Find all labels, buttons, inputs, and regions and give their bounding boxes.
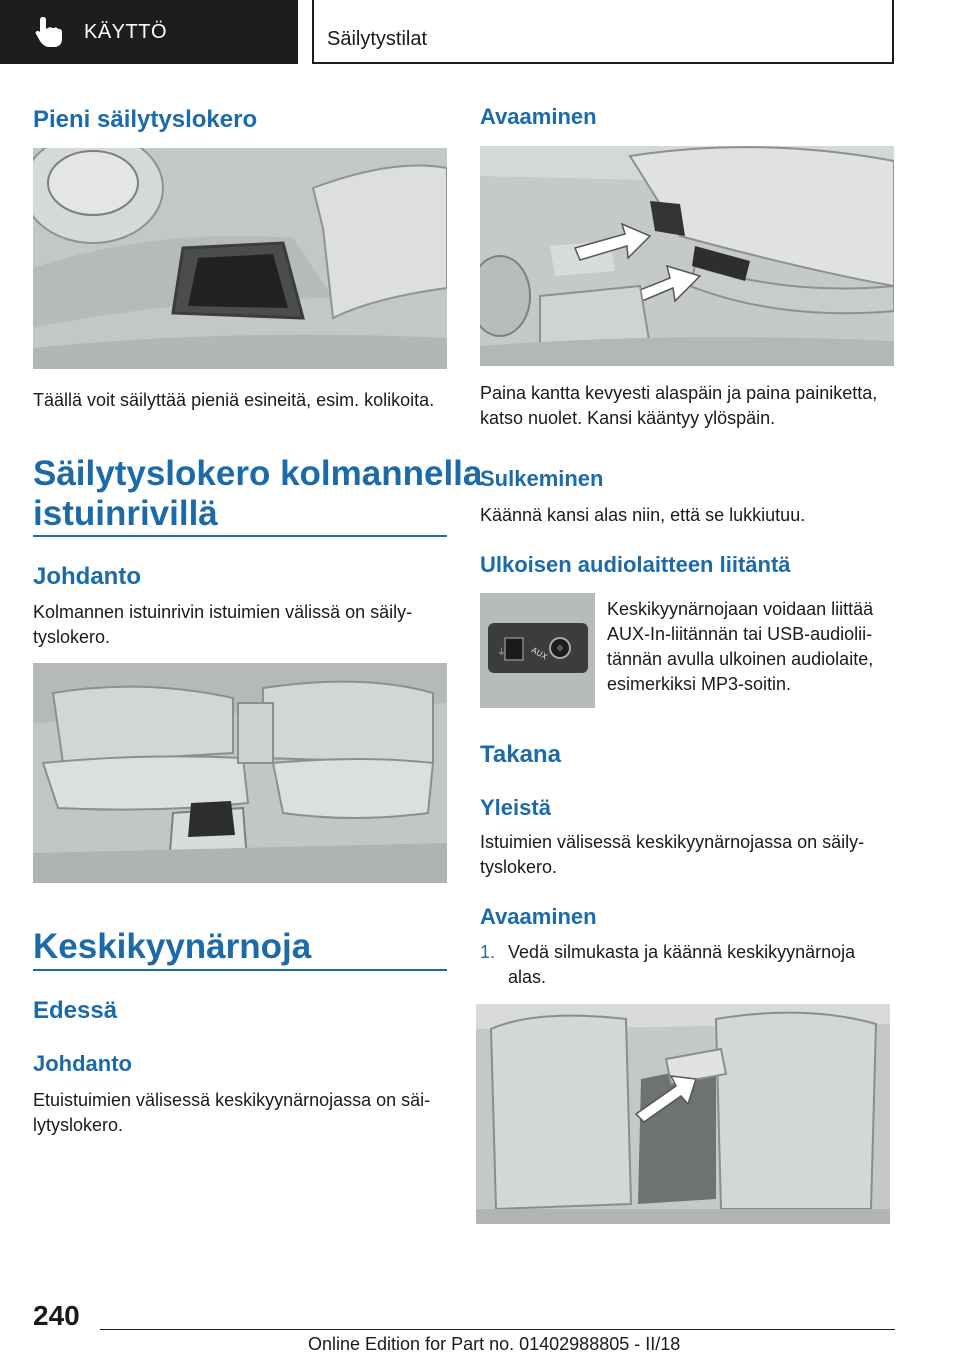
pieni-text: Täällä voit säilyttää pieniä esineitä, esim. kolikoita. bbox=[33, 390, 435, 410]
usb-icon: ⏚ bbox=[497, 648, 507, 658]
front-armrest-image bbox=[480, 146, 894, 366]
johdanto2-text-2: lytyslokero. bbox=[33, 1115, 124, 1135]
heading-kolmannella-2: istuinrivillä bbox=[33, 494, 218, 533]
johdanto2-text-1: Etuistuimien välisessä keskikyynärnojassa on säi- bbox=[33, 1090, 431, 1110]
small-compartment-image bbox=[33, 148, 447, 369]
hand-pointer-icon bbox=[34, 15, 64, 49]
heading-avaaminen-2: Avaaminen bbox=[480, 904, 597, 929]
ulkoisen-text-3: tännän avulla ulkoinen audiolaite, bbox=[607, 649, 874, 669]
heading-yleista: Yleistä bbox=[480, 795, 551, 820]
avaaminen-text-2: katso nuolet. Kansi kääntyy ylöspäin. bbox=[480, 408, 776, 428]
ulkoisen-text-4: esimerkiksi MP3-soitin. bbox=[607, 674, 792, 694]
heading-pieni: Pieni säilytyslokero bbox=[33, 106, 258, 133]
heading-sulkeminen: Sulkeminen bbox=[480, 466, 604, 491]
divider bbox=[33, 969, 447, 971]
step1-text-2: alas. bbox=[508, 967, 547, 987]
page-number: 240 bbox=[33, 1300, 80, 1331]
section-header bbox=[312, 0, 894, 64]
divider bbox=[33, 535, 447, 537]
aux-usb-port-image bbox=[480, 593, 595, 708]
heading-avaaminen: Avaaminen bbox=[480, 104, 597, 129]
ulkoisen-text-1: Keskikyynärnojaan voidaan liittää bbox=[607, 599, 874, 619]
avaaminen-text-1: Paina kantta kevyesti alaspäin ja paina painiketta, bbox=[480, 383, 878, 403]
third-row-image bbox=[33, 663, 447, 883]
heading-ulkoisen: Ulkoisen audiolaitteen liitäntä bbox=[480, 552, 791, 577]
heading-keskikyynarnoja: Keskikyynärnoja bbox=[33, 927, 312, 966]
step-number: 1. bbox=[480, 942, 496, 962]
heading-edessa: Edessä bbox=[33, 997, 118, 1024]
section-title: Säilytystilat bbox=[327, 28, 428, 50]
johdanto-text-2: tyslokero. bbox=[33, 627, 111, 647]
footer-rule bbox=[100, 1329, 895, 1330]
heading-takana: Takana bbox=[480, 741, 561, 768]
aux-label: AUX bbox=[529, 645, 549, 662]
yleista-text-1: Istuimien välisessä keskikyynärnojassa on säily- bbox=[480, 832, 865, 852]
heading-kolmannella-1: Säilytyslokero kolmannella bbox=[33, 454, 483, 493]
chapter-label: KÄYTTÖ bbox=[84, 20, 168, 43]
footer-edition: Online Edition for Part no. 01402988805 - II/18 bbox=[308, 1334, 681, 1354]
heading-johdanto-2: Johdanto bbox=[33, 1051, 132, 1076]
rear-armrest-image bbox=[476, 1004, 890, 1224]
sulkeminen-text: Käännä kansi alas niin, että se lukkiutuu. bbox=[480, 505, 806, 525]
johdanto-text-1: Kolmannen istuinrivin istuimien välissä on säily- bbox=[33, 602, 413, 622]
chapter-tab[interactable] bbox=[0, 0, 298, 64]
heading-johdanto: Johdanto bbox=[33, 563, 141, 590]
yleista-text-2: tyslokero. bbox=[480, 857, 558, 877]
step1-text-1: Vedä silmukasta ja käännä keskikyynärnoja bbox=[508, 942, 856, 962]
ulkoisen-text-2: AUX-In-liitännän tai USB-audiolii- bbox=[607, 624, 873, 644]
